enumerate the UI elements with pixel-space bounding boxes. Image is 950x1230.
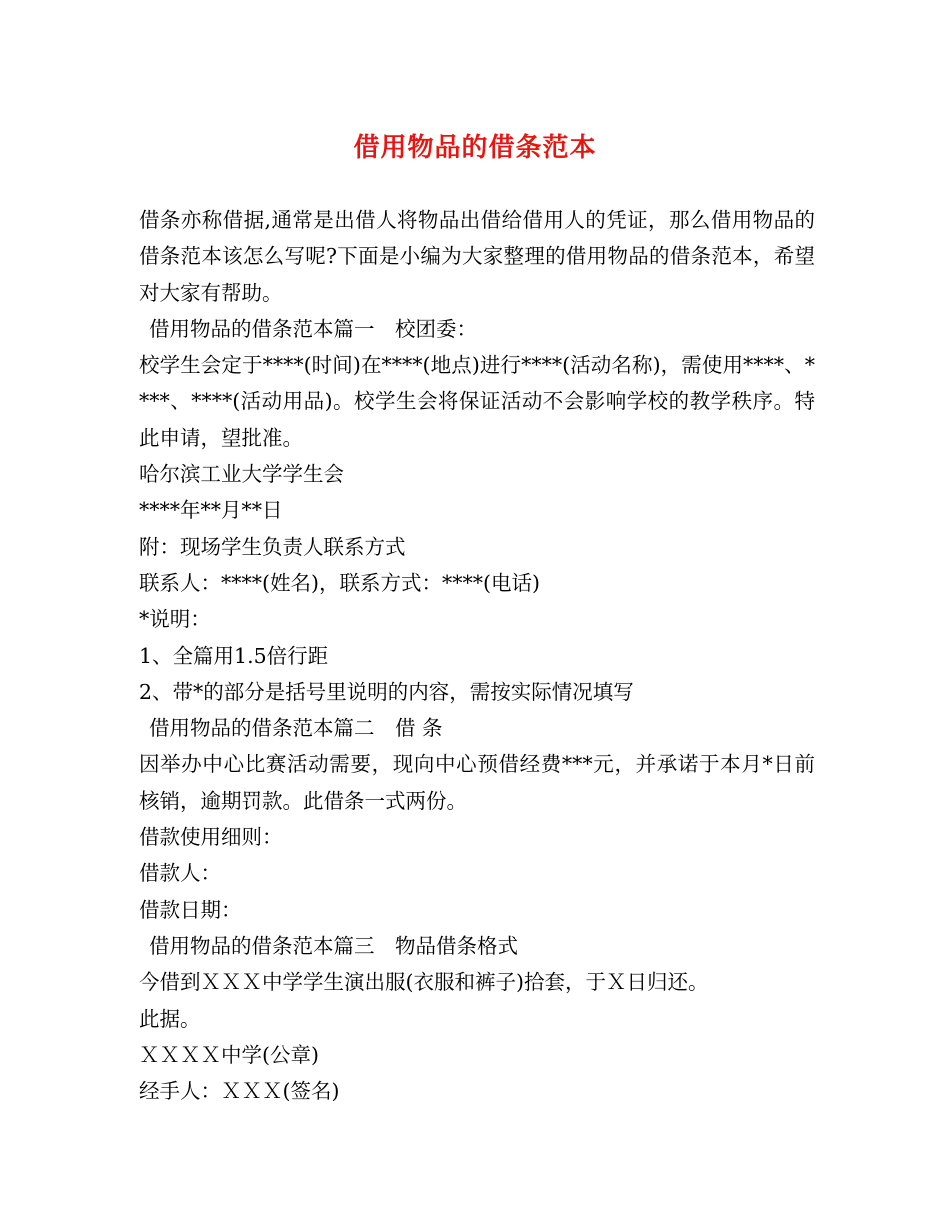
paragraph: 此据。 — [139, 1006, 201, 1031]
paragraph: 经手人：ＸＸＸ(签名) — [139, 1079, 340, 1104]
section-heading-1: 借用物品的借条范本篇一 校团委： — [149, 316, 477, 341]
paragraph: 2、带*的部分是括号里说明的内容，需按实际情况填写 — [139, 679, 634, 704]
intro-paragraph: 借条亦称借据,通常是出借人将物品出借给借用人的凭证，那么借用物品的借条范本该怎么写呢?下面是小编为大家整理的借用物品的借条范本，希望对大家有帮助。 — [139, 208, 815, 305]
paragraph: 1、全篇用1.5倍行距 — [139, 643, 329, 668]
paragraph: ＸＸＸＸ中学(公章) — [139, 1042, 319, 1067]
section-heading-3: 借用物品的借条范本篇三 物品借条格式 — [149, 933, 518, 958]
paragraph: *说明： — [139, 607, 211, 632]
paragraph: 借款人： — [139, 861, 221, 886]
paragraph: 校学生会定于****(时间)在****(地点)进行****(活动名称)，需使用****、****、****(活动用品)。校学生会将保证活动不会影响学校的教学秩序。特此申请，望批准。 — [139, 353, 815, 450]
document-title: 借用物品的借条范本 — [353, 133, 597, 163]
paragraph: 借款日期： — [139, 897, 242, 922]
paragraph: 附：现场学生负责人联系方式 — [139, 534, 406, 559]
document-body — [139, 202, 815, 1109]
section-heading-2: 借用物品的借条范本篇二 借 条 — [149, 716, 443, 741]
paragraph: 今借到ＸＸＸ中学学生演出服(衣服和裤子)拾套，于Ｘ日归还。 — [139, 970, 709, 995]
paragraph: 借款使用细则： — [139, 825, 283, 850]
paragraph: 哈尔滨工业大学学生会 — [139, 462, 344, 487]
paragraph: 因举办中心比赛活动需要，现向中心预借经费***元，并承诺于本月*日前核销，逾期罚款。此借条一式两份。 — [139, 752, 815, 813]
paragraph: ****年**月**日 — [139, 498, 283, 523]
paragraph: 联系人：****(姓名)，联系方式：****(电话) — [139, 570, 540, 595]
